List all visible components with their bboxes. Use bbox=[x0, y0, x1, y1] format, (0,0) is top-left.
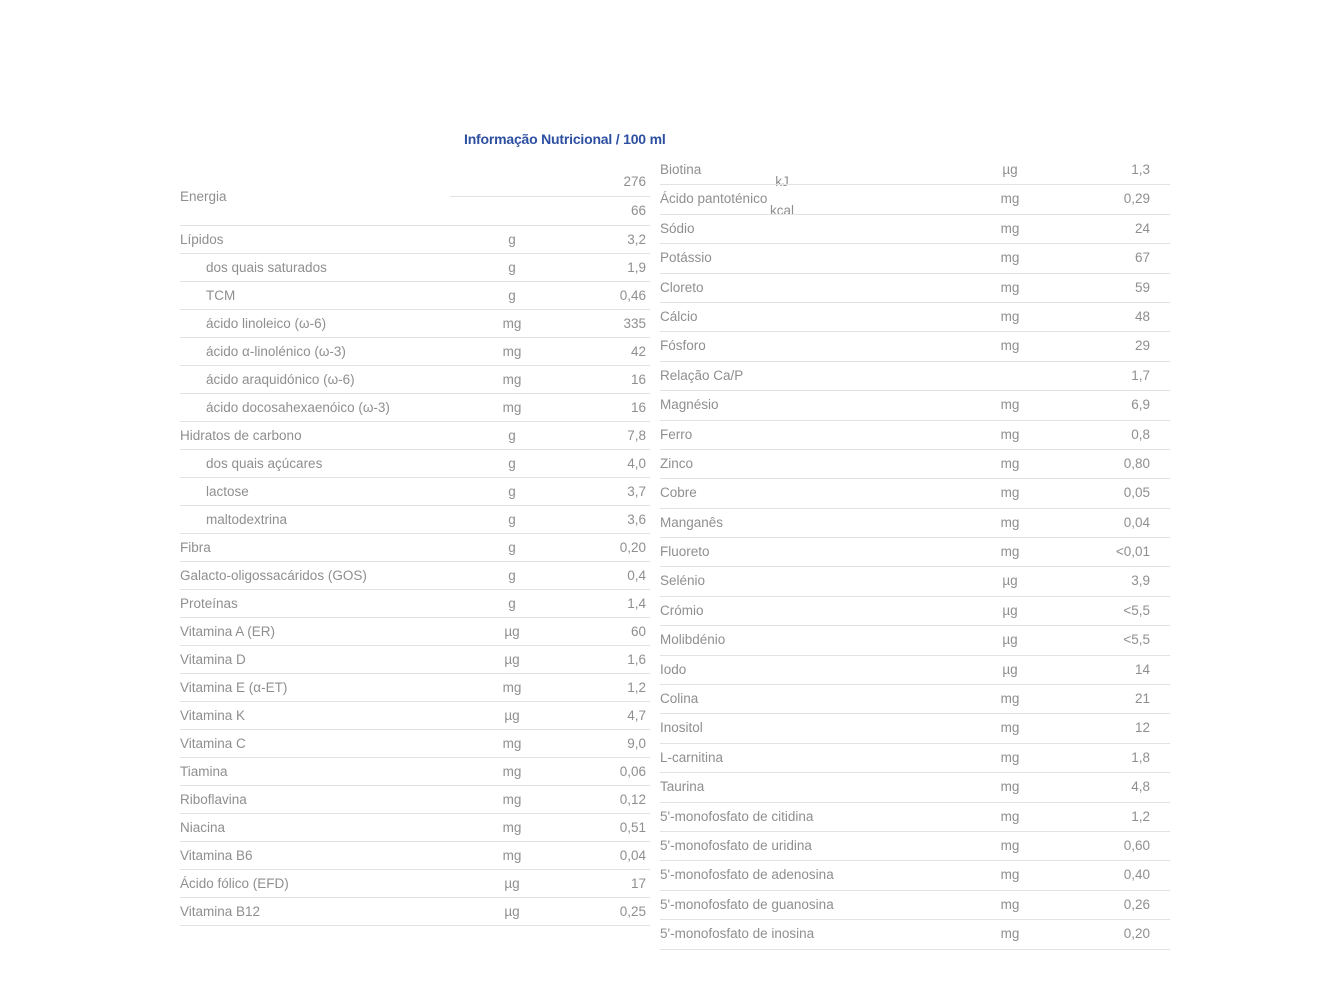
nutrient-name: Proteínas bbox=[180, 596, 238, 611]
nutrient-name: Sódio bbox=[660, 220, 695, 236]
nutrient-value: 3,2 bbox=[627, 232, 646, 247]
table-row bbox=[180, 702, 650, 730]
nutrient-name: Biotina bbox=[660, 162, 702, 177]
nutrient-value: 66 bbox=[630, 203, 646, 218]
nutrient-unit: µg bbox=[504, 876, 520, 891]
nutrient-name: Vitamina A (ER) bbox=[180, 624, 276, 639]
table-row bbox=[180, 338, 650, 366]
table-row bbox=[180, 394, 650, 422]
nutrient-name: Tiamina bbox=[180, 764, 228, 779]
nutrient-value: 276 bbox=[623, 174, 646, 189]
nutrient-name: Zinco bbox=[660, 455, 694, 471]
nutrient-value: 1,2 bbox=[1131, 808, 1150, 824]
nutrient-name: L-carnitina bbox=[660, 749, 724, 765]
nutrient-value: 29 bbox=[1134, 338, 1150, 354]
nutrient-unit: mg bbox=[1000, 308, 1020, 324]
nutrient-value: 0,60 bbox=[1123, 837, 1150, 853]
nutrient-unit: g bbox=[508, 456, 516, 471]
nutrient-value: 3,6 bbox=[627, 512, 646, 527]
nutrient-value: 1,7 bbox=[1131, 367, 1150, 383]
table-row bbox=[180, 590, 650, 618]
nutrient-name: Colina bbox=[660, 691, 699, 707]
nutrient-unit: mg bbox=[1000, 397, 1020, 413]
nutrient-unit: mg bbox=[1000, 867, 1020, 883]
table-row bbox=[660, 567, 1170, 596]
nutrient-unit: mg bbox=[502, 316, 522, 331]
nutrient-value: 0,51 bbox=[619, 820, 646, 835]
nutrient-name: Riboflavina bbox=[180, 792, 247, 807]
table-row bbox=[660, 538, 1170, 567]
nutrient-value: 4,0 bbox=[627, 456, 646, 471]
nutrient-value: 59 bbox=[1134, 279, 1150, 295]
nutrient-name: dos quais saturados bbox=[206, 260, 327, 275]
nutrient-value: 0,29 bbox=[1123, 191, 1150, 207]
table-row bbox=[180, 310, 650, 338]
nutrient-unit: mg bbox=[502, 820, 522, 835]
nutrient-value: <5,5 bbox=[1123, 602, 1150, 618]
nutrient-value: 60 bbox=[630, 624, 646, 639]
nutrient-unit: µg bbox=[504, 708, 520, 723]
nutrient-name: 5'-monofosfato de inosina bbox=[660, 926, 815, 942]
nutrient-value: 0,04 bbox=[619, 848, 646, 863]
nutrient-unit: µg bbox=[1002, 661, 1018, 677]
table-row bbox=[180, 674, 650, 702]
nutrient-name: TCM bbox=[206, 288, 236, 303]
nutrient-name: Ferro bbox=[660, 426, 693, 442]
nutrient-value: 24 bbox=[1134, 220, 1150, 236]
nutrient-name: 5'-monofosfato de uridina bbox=[660, 837, 812, 853]
nutrient-unit: mg bbox=[502, 764, 522, 779]
nutrient-name: Inositol bbox=[660, 720, 703, 736]
nutrient-unit: kJ bbox=[775, 174, 789, 189]
nutrient-name: Magnésio bbox=[660, 397, 719, 413]
nutrient-value: 1,4 bbox=[627, 596, 646, 611]
nutrient-unit: mg bbox=[1000, 808, 1020, 824]
table-row bbox=[180, 478, 650, 506]
nutrient-name: Vitamina B6 bbox=[180, 848, 253, 863]
nutrient-unit: g bbox=[508, 288, 516, 303]
nutrient-unit: mg bbox=[502, 372, 522, 387]
table-row bbox=[660, 920, 1170, 949]
nutrient-name: Potássio bbox=[660, 250, 712, 266]
nutrient-name: Fósforo bbox=[660, 338, 706, 354]
nutrient-value: 16 bbox=[630, 372, 646, 387]
table-row bbox=[660, 626, 1170, 655]
table-row bbox=[180, 506, 650, 534]
table-row bbox=[660, 773, 1170, 802]
right-rows bbox=[660, 156, 1170, 950]
nutrient-name: ácido α-linolénico (ω-3) bbox=[206, 344, 346, 359]
nutrient-value: 16 bbox=[630, 400, 646, 415]
nutrient-value: 0,46 bbox=[619, 288, 646, 303]
table-row bbox=[180, 730, 650, 758]
nutrient-unit: mg bbox=[1000, 485, 1020, 501]
table-row bbox=[660, 714, 1170, 743]
nutrient-value: 17 bbox=[630, 876, 646, 891]
table-row bbox=[660, 832, 1170, 861]
nutrient-value: 7,8 bbox=[627, 428, 646, 443]
nutrient-value: 0,06 bbox=[619, 764, 646, 779]
nutrient-name: Cobre bbox=[660, 485, 697, 501]
nutrient-name: Ácido fólico (EFD) bbox=[180, 876, 289, 891]
nutrient-name: ácido araquidónico (ω-6) bbox=[206, 372, 355, 387]
nutrient-unit: kcal bbox=[769, 203, 794, 218]
nutrient-unit: mg bbox=[1000, 720, 1020, 736]
nutrient-value: 21 bbox=[1134, 691, 1150, 707]
nutrient-value: 0,40 bbox=[1123, 867, 1150, 883]
table-row bbox=[180, 562, 650, 590]
nutrient-unit: µg bbox=[1002, 602, 1018, 618]
nutrient-unit: mg bbox=[1000, 250, 1020, 266]
nutrient-value: 14 bbox=[1134, 661, 1150, 677]
table-row bbox=[660, 803, 1170, 832]
nutrient-unit: g bbox=[508, 260, 516, 275]
table-row bbox=[180, 646, 650, 674]
nutrient-name: Vitamina C bbox=[180, 736, 246, 751]
table-row bbox=[660, 421, 1170, 450]
nutrient-unit: mg bbox=[1000, 455, 1020, 471]
table-row bbox=[180, 758, 650, 786]
table-row bbox=[180, 618, 650, 646]
nutrient-unit: g bbox=[508, 428, 516, 443]
nutrient-name: dos quais açúcares bbox=[206, 456, 323, 471]
table-row bbox=[180, 366, 650, 394]
nutrient-value: 48 bbox=[1134, 308, 1150, 324]
table-row bbox=[660, 244, 1170, 273]
nutrient-name: Crómio bbox=[660, 602, 704, 618]
table-row bbox=[660, 362, 1170, 391]
table-row bbox=[660, 215, 1170, 244]
nutrient-unit: mg bbox=[1000, 338, 1020, 354]
nutrient-name: Lípidos bbox=[180, 232, 224, 247]
nutrient-value: 1,9 bbox=[627, 260, 646, 275]
nutrient-name: Cloreto bbox=[660, 279, 704, 295]
table-row bbox=[180, 842, 650, 870]
nutrient-name: ácido docosahexaenóico (ω-3) bbox=[206, 400, 390, 415]
nutrient-unit: mg bbox=[502, 400, 522, 415]
nutrient-name: Galacto-oligossacáridos (GOS) bbox=[180, 568, 367, 583]
nutrient-value: 67 bbox=[1134, 250, 1150, 266]
table-row bbox=[660, 185, 1170, 214]
table-row bbox=[660, 391, 1170, 420]
nutrient-name: maltodextrina bbox=[206, 512, 288, 527]
nutrient-unit: mg bbox=[1000, 544, 1020, 560]
nutrient-name: Hidratos de carbono bbox=[180, 428, 302, 443]
table-row bbox=[660, 274, 1170, 303]
nutrient-value: 6,9 bbox=[1131, 397, 1150, 413]
nutrient-value: 9,0 bbox=[627, 736, 646, 751]
table-row bbox=[660, 891, 1170, 920]
table-row bbox=[180, 450, 650, 478]
nutrient-value: 0,26 bbox=[1123, 896, 1150, 912]
nutrient-name: Vitamina D bbox=[180, 652, 246, 667]
nutrient-value: <0,01 bbox=[1115, 544, 1150, 560]
nutrient-unit: mg bbox=[1000, 749, 1020, 765]
table-row bbox=[660, 479, 1170, 508]
table-row bbox=[660, 597, 1170, 626]
table-row bbox=[180, 898, 650, 926]
nutrient-name: Cálcio bbox=[660, 308, 698, 324]
table-row bbox=[180, 870, 650, 898]
table-row bbox=[660, 861, 1170, 890]
nutrient-name: Manganês bbox=[660, 514, 724, 530]
table-row bbox=[180, 814, 650, 842]
nutrient-unit: mg bbox=[502, 848, 522, 863]
nutrient-unit: mg bbox=[1000, 779, 1020, 795]
nutrient-value: <5,5 bbox=[1123, 632, 1150, 648]
nutrient-value: 12 bbox=[1134, 720, 1150, 736]
table-row bbox=[660, 744, 1170, 773]
nutrient-unit: mg bbox=[1000, 514, 1020, 530]
nutrient-name: Energia bbox=[180, 189, 227, 204]
nutrient-unit: µg bbox=[504, 904, 520, 919]
nutrient-unit: g bbox=[508, 484, 516, 499]
table-row bbox=[180, 226, 650, 254]
nutrient-value: 0,04 bbox=[1123, 514, 1150, 530]
nutrient-unit: mg bbox=[1000, 896, 1020, 912]
nutrient-value: 0,20 bbox=[1123, 926, 1150, 942]
nutrient-unit: mg bbox=[1000, 220, 1020, 236]
nutrient-value: 1,6 bbox=[627, 652, 646, 667]
nutrient-name: Selénio bbox=[660, 573, 706, 589]
nutrient-unit: mg bbox=[502, 344, 522, 359]
nutrient-unit: µg bbox=[504, 652, 520, 667]
nutrition-table-right bbox=[660, 156, 1170, 950]
nutrient-name: Fibra bbox=[180, 540, 211, 555]
nutrient-name: Fluoreto bbox=[660, 544, 710, 560]
nutrient-unit: g bbox=[508, 596, 516, 611]
nutrient-name: lactose bbox=[206, 484, 249, 499]
nutrient-name: Relação Ca/P bbox=[660, 367, 744, 383]
nutrient-name: 5'-monofosfato de adenosina bbox=[660, 867, 834, 883]
nutrient-name: Ácido pantoténico bbox=[660, 191, 768, 207]
table-row bbox=[660, 509, 1170, 538]
nutrient-value: 0,12 bbox=[619, 792, 646, 807]
nutrient-value: 0,80 bbox=[1123, 455, 1150, 471]
nutrient-unit: µg bbox=[1002, 573, 1018, 589]
nutrient-value: 4,7 bbox=[627, 708, 646, 723]
table-row bbox=[660, 656, 1170, 685]
nutrient-unit: mg bbox=[1000, 837, 1020, 853]
nutrient-value: 4,8 bbox=[1131, 779, 1150, 795]
nutrient-unit: mg bbox=[1000, 191, 1020, 207]
nutrient-value: 1,3 bbox=[1131, 162, 1150, 177]
nutrient-unit: mg bbox=[502, 792, 522, 807]
nutrient-unit: µg bbox=[504, 624, 520, 639]
nutrient-value: 1,8 bbox=[1131, 749, 1150, 765]
nutrient-name: Vitamina E (α-ET) bbox=[180, 680, 288, 695]
nutrient-unit: µg bbox=[1002, 632, 1018, 648]
nutrient-name: Iodo bbox=[660, 661, 687, 677]
nutrient-value: 335 bbox=[623, 316, 646, 331]
table-row bbox=[180, 282, 650, 310]
table-row bbox=[180, 786, 650, 814]
left-rows bbox=[180, 226, 650, 926]
nutrient-value: 0,20 bbox=[619, 540, 646, 555]
nutrient-name: Molibdénio bbox=[660, 632, 726, 648]
nutrient-value: 0,25 bbox=[619, 904, 646, 919]
nutrient-value: 42 bbox=[630, 344, 646, 359]
table-row bbox=[660, 156, 1170, 185]
nutrient-value: 3,9 bbox=[1131, 573, 1150, 589]
nutrient-unit: g bbox=[508, 540, 516, 555]
nutrient-unit: g bbox=[508, 512, 516, 527]
table-row bbox=[180, 422, 650, 450]
nutrient-value: 0,05 bbox=[1123, 485, 1150, 501]
nutrient-name: 5'-monofosfato de guanosina bbox=[660, 896, 834, 912]
nutrient-name: Vitamina B12 bbox=[180, 904, 261, 919]
nutrient-name: Vitamina K bbox=[180, 708, 246, 723]
nutrient-unit: g bbox=[508, 232, 516, 247]
nutrient-unit: mg bbox=[502, 736, 522, 751]
table-row bbox=[660, 303, 1170, 332]
table-row bbox=[180, 254, 650, 282]
nutrient-name: 5'-monofosfato de citidina bbox=[660, 808, 814, 824]
table-title: Informação Nutricional / 100 ml bbox=[464, 131, 666, 147]
nutrient-unit: mg bbox=[1000, 926, 1020, 942]
table-row bbox=[180, 534, 650, 562]
nutrient-name: ácido linoleico (ω-6) bbox=[206, 316, 327, 331]
nutrient-value: 0,4 bbox=[627, 568, 646, 583]
table-row bbox=[660, 450, 1170, 479]
table-row bbox=[660, 332, 1170, 361]
nutrient-unit: mg bbox=[1000, 691, 1020, 707]
nutrient-unit: mg bbox=[1000, 426, 1020, 442]
nutrient-unit: g bbox=[508, 568, 516, 583]
nutrient-unit: mg bbox=[1000, 279, 1020, 295]
nutrient-value: 3,7 bbox=[627, 484, 646, 499]
nutrient-unit: µg bbox=[1002, 162, 1018, 177]
table-row bbox=[660, 685, 1170, 714]
nutrient-name: Taurina bbox=[660, 779, 705, 795]
nutrient-value: 1,2 bbox=[627, 680, 646, 695]
nutrient-name: Niacina bbox=[180, 820, 226, 835]
nutrient-unit: mg bbox=[502, 680, 522, 695]
nutrient-value: 0,8 bbox=[1131, 426, 1150, 442]
